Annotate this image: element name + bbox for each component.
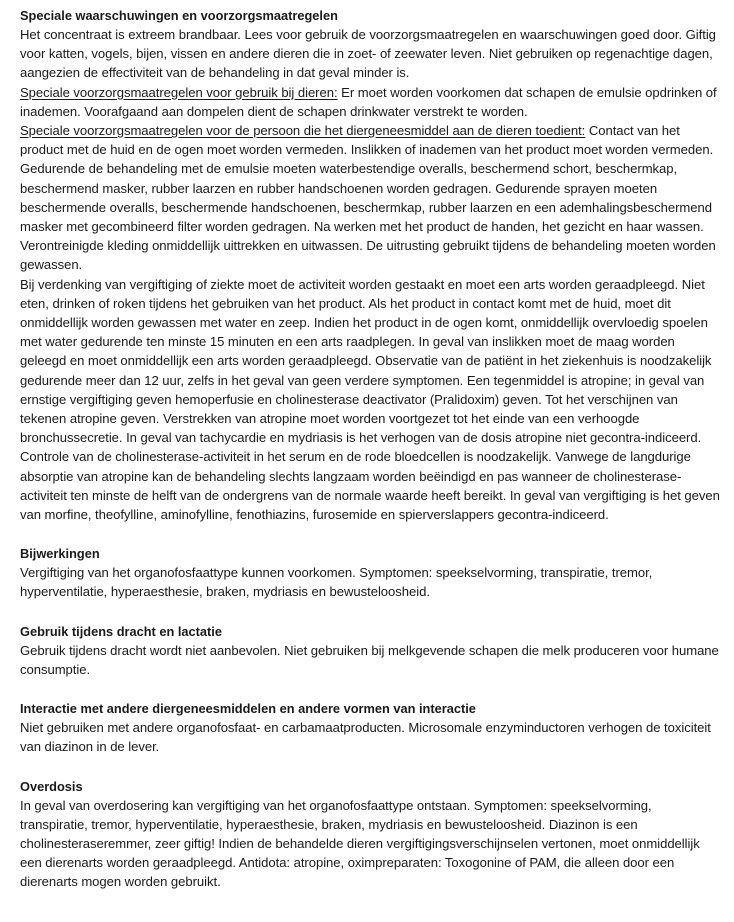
overdose-text: In geval van overdosering kan vergiftiging van het organofosfaattype ontstaan. Symptomen: speekselvorming, transpiratie, tremor, hyperventilatie, hyperaesthesie, braken, mydriasis en bewusteloosheid. Diazinon is een cholinesteraseremmer, zeer giftig! Indien de behandelde dieren vergiftigingsverschijnselen vertonen, moet onmiddellijk een dierenarts worden geraadpleegd. Antidota: atropine, oximpreparaten: Toxogonine of PAM, die alleen door een dierenarts mogen worden gebruikt. <box>20 797 700 890</box>
pregnancy-text: Gebruik tijdens dracht wordt niet aanbevolen. Niet gebruiken bij melkgevende schapen die melk produceren voor humane consumptie. <box>20 642 719 677</box>
section-warnings <box>20 6 720 524</box>
warnings-intro: Het concentraat is extreem brandbaar. Lees voor gebruik de voorzorgsmaatregelen en waarschuwingen goed door. Giftig voor katten, vogels, bijen, vissen en andere dieren die in zoet- of zeewater leven. Niet gebruiken op regenachtige dagen, aangezien de effectiviteit van de behandeling in dat geval minder is. <box>20 27 716 81</box>
side-effects-text: Vergiftiging van het organofosfaattype kunnen voorkomen. Symptomen: speekselvorming, transpiratie, tremor, hyperventilatie, hyperaesthesie, braken, mydriasis en bewusteloosheid. <box>20 565 653 600</box>
section-side-effects <box>20 544 720 601</box>
overdose-heading: Overdosis <box>20 778 83 794</box>
section-spacer <box>20 757 720 777</box>
section-overdose <box>20 777 720 892</box>
pregnancy-heading: Gebruik tijdens dracht en lactatie <box>20 623 222 639</box>
section-interaction <box>20 699 720 756</box>
section-spacer <box>20 602 720 622</box>
section-spacer <box>20 524 720 544</box>
interaction-text: Niet gebruiken met andere organofosfaat- en carbamaatproducten. Microsomale enzyminductoren verhogen de toxiciteit van diazinon in de lever. <box>20 720 711 755</box>
warnings-heading: Speciale waarschuwingen en voorzorgsmaatregelen <box>20 8 338 23</box>
interaction-heading: Interactie met andere diergeneesmiddelen en andere vormen van interactie <box>20 701 476 717</box>
animals-text: Er moet worden voorkomen dat schapen de emulsie opdrinken of inademen. Voorafgaand aan dompelen dient de schapen drinkwater verstrekt te worden. <box>20 84 717 119</box>
poisoning-paragraph: Bij verdenking van vergiftiging of ziekte moet de activiteit worden gestaakt en moet een arts worden geraadpleegd. Niet eten, drinken of roken tijdens het gebruiken van het product. Als het product in contact komt met de huid, moet dit onmiddellijk worden gewassen met water en zeep. Indien het product in de ogen komt, onmiddellijk overvloedig spoelen met water gedurende ten minste 15 minuten en een arts raadplegen. In geval van inslikken moet de maag worden geleegd en moet onmiddellijk een arts worden geraadpleegd. Observatie van de patiënt in het ziekenhuis is noodzakelijk gedurende meer dan 12 uur, zelfs in het geval van geen verdere symptomen. Een tegenmiddel is atropine; in geval van ernstige vergiftiging geven hemoperfusie en cholinesterase deactivator (Pralidoxim) geven. Tot het verschijnen van tekenen atropine geven. Verstrekken van atropine moet worden voortgezet tot het einde van een verhoogde bronchussecretie. In geval van tachycardie en mydriasis is het verhogen van de dosis atropine niet gecontra-indiceerd. Controle van de cholinesterase-activiteit in het serum en de rode bloedcellen is noodzakelijk. Vanwege de langdurige absorptie van atropine kan de behandeling slechts langzaam worden beëindigd en pas wanneer de cholinesterase-activiteit ten minste de helft van de ondergrens van de normale waarde heeft bereikt. In geval van vergiftiging is het geven van morfine, theofylline, aminofylline, fenothiazins, furosemide en spierverslappers gecontra-indiceerd. <box>20 276 720 523</box>
section-spacer <box>20 679 720 699</box>
person-text: Contact van het product met de huid en de ogen moet worden vermeden. Inslikken of inademen van het product moet worden vermeden. Gedurende de behandeling met de emulsie moeten waterbestendige overalls, beschermend schort, beschermkap, beschermend masker, rubber laarzen en rubber handschoenen worden gedragen. Gedurende sprayen moeten beschermende overalls, beschermende handschoenen, beschermkap, rubber laarzen en een ademhalingsbeschermend masker met gecombineerd filter worden gedragen. Na werken met het product de handen, het gezicht en haar wassen. Verontreinigde kleding onmiddellijk uittrekken en uitwassen. De uitrusting gebruikt tijdens de behandeling moeten worden gewassen. <box>20 123 716 273</box>
section-pregnancy <box>20 622 720 679</box>
animals-paragraph <box>20 83 720 121</box>
person-label: Speciale voorzorgsmaatregelen voor de persoon die het diergeneesmiddel aan de dieren toedient: <box>20 123 586 139</box>
animals-label: Speciale voorzorgsmaatregelen voor gebruik bij dieren: <box>20 84 338 100</box>
side-effects-heading: Bijwerkingen <box>20 546 100 562</box>
person-paragraph <box>20 121 720 275</box>
